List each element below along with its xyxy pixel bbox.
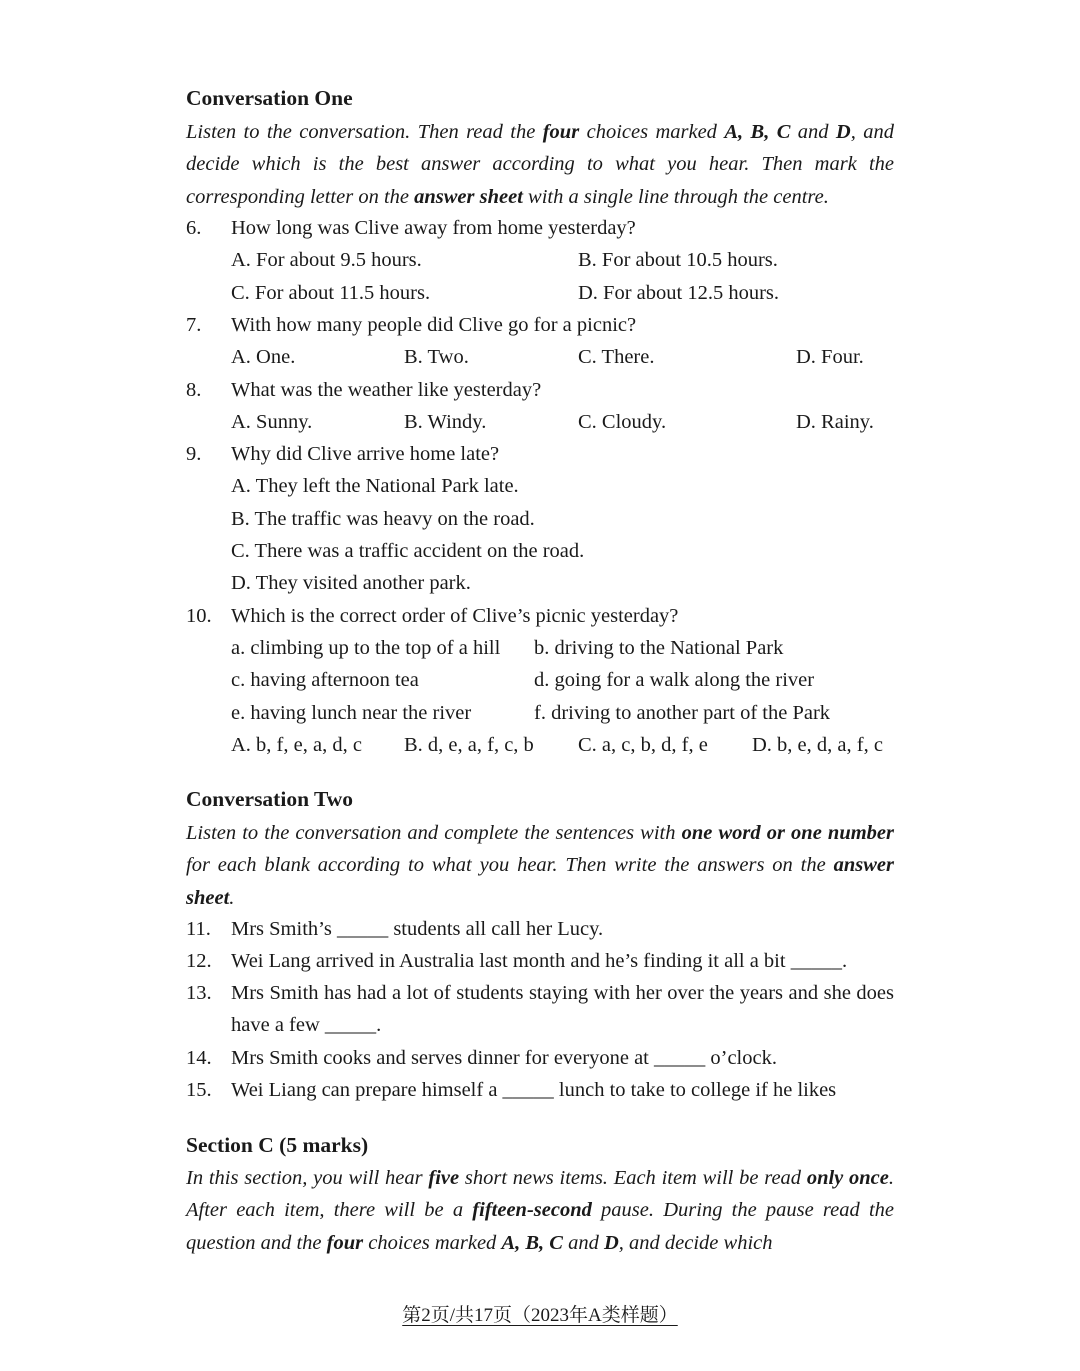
question-8-option-a: A. Sunny. <box>231 411 313 433</box>
question-8-text: What was the weather like yesterday? <box>231 379 542 401</box>
question-6-option-c: C. For about 11.5 hours. <box>231 282 431 304</box>
question-9-option-a: A. They left the National Park late. <box>231 475 519 497</box>
emphasis-text: A, B, C <box>501 1231 563 1254</box>
question-6-text: How long was Clive away from home yesterday? <box>231 217 636 239</box>
question-9-option-d: D. They visited another park. <box>231 572 471 594</box>
emphasis-text: D <box>835 121 851 143</box>
question-7-option-d: D. Four. <box>796 346 864 368</box>
question-12-number: 12. <box>186 950 212 972</box>
question-6-option-d: D. For about 12.5 hours. <box>578 282 780 304</box>
question-8-option-b: B. Windy. <box>404 411 487 433</box>
conversation-two-heading: Conversation Two <box>186 787 354 811</box>
question-9-number: 9. <box>186 443 202 465</box>
question-15-number: 15. <box>186 1079 212 1101</box>
emphasis-text: four <box>542 121 580 143</box>
instruction-text: , and decide which is the best answer according to what you hear. Then mark the corresponding letter on the <box>186 121 894 208</box>
question-6-option-b: B. For about 10.5 hours. <box>578 249 778 271</box>
question-10-option-d: D. b, e, d, a, f, c <box>752 734 883 756</box>
emphasis-text: answer sheet <box>186 854 894 909</box>
instruction-text: choices marked <box>363 1231 502 1254</box>
instruction-text: choices marked <box>579 121 725 143</box>
emphasis-text: D <box>603 1231 619 1254</box>
question-6-number: 6. <box>186 217 202 239</box>
question-7-option-a: A. One. <box>231 346 296 368</box>
question-8-number: 8. <box>186 379 202 401</box>
instruction-text: and <box>790 121 836 143</box>
instruction-text: pause. During the pause read the question and the <box>186 1199 895 1254</box>
question-10-text: Which is the correct order of Clive’s picnic yesterday? <box>231 605 679 627</box>
emphasis-text: fifteen-second <box>472 1199 592 1222</box>
section-c-instructions <box>186 1162 894 1259</box>
instruction-text: and <box>562 1231 604 1254</box>
instruction-text: for each blank according to what you hear. Then write the answers on the <box>186 854 834 877</box>
instruction-text: Listen to the conversation. Then read the <box>186 121 543 143</box>
emphasis-text: five <box>428 1167 460 1189</box>
question-8-option-d: D. Rainy. <box>796 411 874 433</box>
question-9-option-b: B. The traffic was heavy on the road. <box>231 508 535 530</box>
emphasis-text: four <box>326 1231 364 1254</box>
instruction-text: short news items. Each item will be read <box>459 1167 807 1189</box>
question-10-number: 10. <box>186 605 212 627</box>
question-9-text: Why did Clive arrive home late? <box>231 443 500 465</box>
question-10-option-c: C. a, c, b, d, f, e <box>578 734 708 756</box>
instruction-text: In this section, you will hear <box>186 1167 429 1189</box>
question-14-number: 14. <box>186 1047 212 1069</box>
conversation-one-heading: Conversation One <box>186 86 353 110</box>
instruction-text: with a single line through the centre. <box>522 185 829 208</box>
question-8-option-c: C. Cloudy. <box>578 411 667 433</box>
question-10-option-a: A. b, f, e, a, d, c <box>231 734 362 756</box>
emphasis-text: only once <box>806 1167 889 1189</box>
section-c-heading: Section C (5 marks) <box>186 1133 369 1157</box>
instruction-text: , and decide which <box>618 1231 773 1254</box>
instruction-text: . After each item, there will be a <box>186 1167 895 1222</box>
emphasis-text: A, B, C <box>724 121 791 143</box>
question-7-option-b: B. Two. <box>404 346 469 368</box>
question-11-text: Mrs Smith’s _____ students all call her Lucy. <box>231 918 604 940</box>
question-10-item-f: f. driving to another part of the Park <box>534 702 831 724</box>
conversation-two-instructions <box>186 817 894 914</box>
question-13-number: 13. <box>186 982 212 1004</box>
instruction-text: . <box>229 886 235 909</box>
question-13-text: Mrs Smith has had a lot of students staying with her over the years and she does have a few _____. <box>231 982 894 1037</box>
question-7-option-c: C. There. <box>578 346 655 368</box>
page-footer <box>0 1300 1080 1327</box>
question-10-item-e: e. having lunch near the river <box>231 702 472 724</box>
question-10-item-d: d. going for a walk along the river <box>534 669 815 691</box>
question-12-text: Wei Lang arrived in Australia last month and he’s finding it all a bit _____. <box>231 950 848 972</box>
emphasis-text: answer sheet <box>414 185 523 208</box>
question-15-text: Wei Liang can prepare himself a _____ lunch to take to college if he likes <box>231 1079 837 1101</box>
question-10-item-a: a. climbing up to the top of a hill <box>231 637 501 659</box>
instruction-text: Listen to the conversation and complete the sentences with <box>186 822 682 844</box>
conversation-one-instructions <box>186 116 894 213</box>
question-10-item-c: c. having afternoon tea <box>231 669 419 691</box>
question-14-text: Mrs Smith cooks and serves dinner for everyone at _____ o’clock. <box>231 1047 777 1069</box>
question-10-item-b: b. driving to the National Park <box>534 637 784 659</box>
question-7-number: 7. <box>186 314 202 336</box>
question-9-option-c: C. There was a traffic accident on the road. <box>231 540 585 562</box>
question-11-number: 11. <box>186 918 211 940</box>
page-number-label: 第2页/共17页（2023年A类样题） <box>402 1305 678 1326</box>
question-10-option-b: B. d, e, a, f, c, b <box>404 734 534 756</box>
emphasis-text: one word or one number <box>681 822 894 844</box>
question-6-option-a: A. For about 9.5 hours. <box>231 249 422 271</box>
question-7-text: With how many people did Clive go for a picnic? <box>231 314 637 336</box>
